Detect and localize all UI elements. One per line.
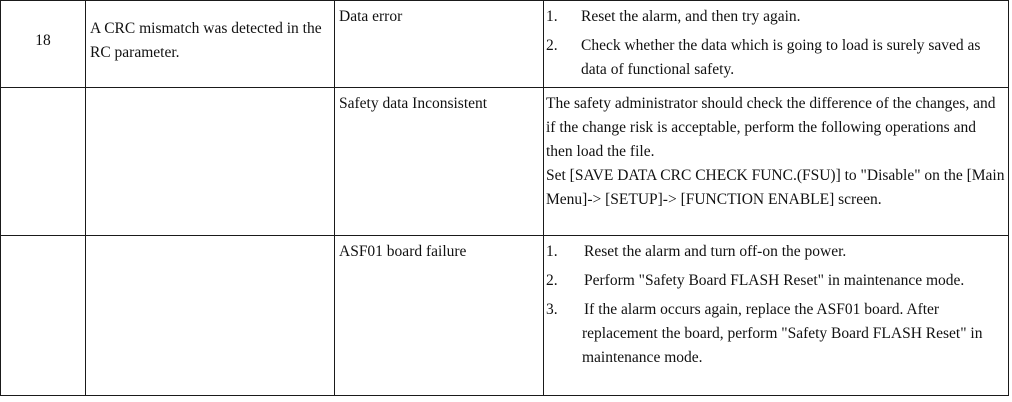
alarm-description — [86, 88, 335, 236]
table-row — [1, 236, 1009, 396]
remedy-step-text: Check whether the data which is going to load is surely saved as data of functional safety. — [581, 37, 981, 78]
alarm-number — [1, 88, 86, 236]
table-row — [1, 1, 1009, 88]
remedy-step-text: Reset the alarm and turn off-on the power. — [584, 243, 847, 260]
remedy-step — [546, 269, 1006, 293]
alarm-remedy — [544, 88, 1009, 236]
remedy-step-text: If the alarm occurs again, replace the ASF01 board. After replacement the board, perform "Safety Board FLASH Reset" in maintenance mode. — [582, 301, 983, 366]
remedy-step-number: 2. — [546, 272, 558, 289]
remedy-step — [546, 34, 1006, 82]
alarm-description — [86, 236, 335, 396]
alarm-description: A CRC mismatch was detected in the RC parameter. — [86, 1, 335, 88]
table-row — [1, 88, 1009, 236]
alarm-number: 18 — [1, 1, 86, 88]
remedy-list — [546, 240, 1006, 370]
remedy-step-text: Perform "Safety Board FLASH Reset" in maintenance mode. — [584, 272, 965, 289]
remedy-step-number: 2. — [546, 37, 558, 54]
remedy-text-operation: Set [SAVE DATA CRC CHECK FUNC.(FSU)] to "Disable" on the [Main Menu]-> [SETUP]-> [FUNCTION ENABLE] screen. — [546, 167, 1005, 208]
alarm-cause: Data error — [335, 1, 544, 88]
remedy-step-number: 1. — [546, 243, 558, 260]
remedy-list — [546, 5, 1006, 82]
alarm-number — [1, 236, 86, 396]
remedy-step — [546, 5, 1006, 29]
alarm-cause: Safety data Inconsistent — [335, 88, 544, 236]
remedy-text: The safety administrator should check the difference of the changes, and if the change risk is acceptable, perform the following operations and then load the file. — [546, 95, 996, 160]
remedy-step — [546, 240, 1006, 264]
alarm-cause: ASF01 board failure — [335, 236, 544, 396]
alarm-remedy — [544, 1, 1009, 88]
remedy-step-number: 3. — [546, 301, 558, 318]
alarm-remedy — [544, 236, 1009, 396]
remedy-step-text: Reset the alarm, and then try again. — [581, 8, 801, 25]
remedy-step — [546, 298, 1006, 370]
remedy-step-number: 1. — [546, 8, 558, 25]
